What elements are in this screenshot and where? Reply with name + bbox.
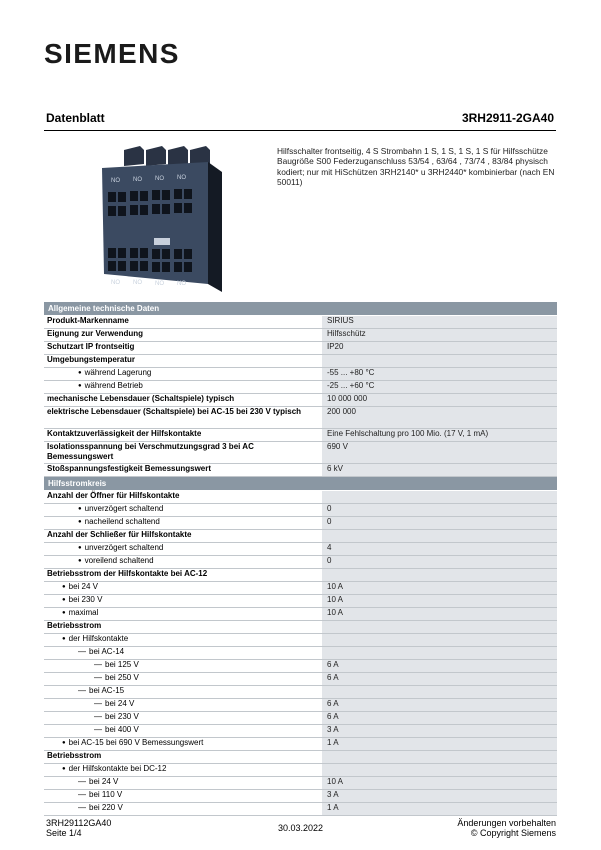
row-value: 0 (322, 504, 558, 517)
row-label-text: — bei 24 V (78, 777, 118, 786)
row-value: 3 A (322, 790, 558, 803)
row-label-text: mechanische Lebensdauer (Schaltspiele) typisch (47, 394, 235, 403)
row-label-text: Kontaktzuverlässigkeit der Hilfskontakte (47, 429, 202, 438)
product-image (96, 144, 228, 294)
row-label-text: Eignung zur Verwendung (47, 329, 143, 338)
row-label-text: Schutzart IP frontseitig (47, 342, 135, 351)
row-label-text: ● unverzögert schaltend (78, 543, 163, 552)
row-label-text: ● der Hilfskontakte (62, 634, 128, 643)
row-label (44, 647, 322, 660)
row-value (322, 355, 558, 368)
row-label-text: Anzahl der Schließer für Hilfskontakte (47, 530, 192, 539)
row-label (44, 582, 322, 595)
table-row (44, 777, 557, 790)
bottom-label-4: NO (177, 281, 186, 287)
table-row (44, 634, 557, 647)
table-row (44, 429, 557, 442)
row-label-text: Betriebsstrom der Hilfskontakte bei AC-12 (47, 569, 208, 578)
table-row (44, 517, 557, 530)
row-label-text: ● maximal (62, 608, 98, 617)
row-label-text: Isolationsspannung bei Verschmutzungsgrad 3 bei AC Bemessungswert (47, 442, 254, 461)
table-row (44, 725, 557, 738)
table-row (44, 738, 557, 751)
siemens-logo: SIEMENS (44, 38, 180, 69)
row-label (44, 803, 322, 816)
row-label (44, 329, 322, 342)
row-label (44, 608, 322, 621)
row-value: 10 A (322, 777, 558, 790)
top-label-3: NO (155, 176, 164, 182)
table-row (44, 368, 557, 381)
row-label (44, 504, 322, 517)
table-row (44, 381, 557, 394)
table-row (44, 569, 557, 582)
row-label-text: ● bei 230 V (62, 595, 102, 604)
row-label (44, 381, 322, 394)
row-value: 10 A (322, 595, 558, 608)
row-label-text: — bei 125 V (94, 660, 139, 669)
row-value (322, 634, 558, 647)
product-code: 3RH2911-2GA40 (461, 111, 554, 125)
row-value: 4 (322, 543, 558, 556)
row-label (44, 751, 322, 764)
top-label-2: NO (133, 177, 142, 183)
table-row (44, 673, 557, 686)
row-label-text: ● nacheilend schaltend (78, 517, 160, 526)
row-label (44, 517, 322, 530)
row-label-text: Umgebungstemperatur (47, 355, 136, 364)
footer-note: Änderungen vorbehalten (457, 818, 556, 828)
row-value: 10 A (322, 582, 558, 595)
table-row (44, 660, 557, 673)
row-label (44, 342, 322, 355)
row-label (44, 464, 322, 477)
row-label (44, 725, 322, 738)
row-label-text: ● bei AC-15 bei 690 V Bemessungswert (62, 738, 203, 747)
bottom-label-1: NO (111, 280, 120, 286)
row-label-text: Betriebsstrom (47, 751, 102, 760)
footer-doc-number: 3RH29112GA40 (46, 818, 112, 828)
row-value (322, 621, 558, 634)
row-label (44, 491, 322, 504)
row-value (322, 647, 558, 660)
row-value (322, 491, 558, 504)
row-value: 6 A (322, 660, 558, 673)
table-row (44, 342, 557, 355)
table-row (44, 442, 557, 464)
row-label (44, 407, 322, 429)
row-label-text: — bei 400 V (94, 725, 139, 734)
row-label (44, 368, 322, 381)
table-row (44, 647, 557, 660)
row-value (322, 764, 558, 777)
spec-table (44, 302, 557, 816)
row-label (44, 442, 322, 464)
row-label (44, 738, 322, 751)
table-row (44, 464, 557, 477)
bottom-label-3: NO (155, 281, 164, 287)
table-row (44, 394, 557, 407)
table-row (44, 803, 557, 816)
row-value: 10 A (322, 608, 558, 621)
row-label (44, 530, 322, 543)
top-label-4: NO (177, 175, 186, 181)
footer-copyright: © Copyright Siemens (470, 828, 556, 838)
row-label (44, 595, 322, 608)
table-row (44, 699, 557, 712)
footer-page: Seite 1/4 (46, 828, 82, 838)
row-label (44, 660, 322, 673)
row-label-text: ● voreilend schaltend (78, 556, 154, 565)
row-label-text: ● unverzögert schaltend (78, 504, 163, 513)
row-value: SIRIUS (322, 316, 558, 329)
bottom-label-2: NO (133, 280, 142, 286)
row-label (44, 355, 322, 368)
row-label (44, 543, 322, 556)
row-label-text: — bei 220 V (78, 803, 123, 812)
table-row (44, 407, 557, 429)
row-value: 6 A (322, 699, 558, 712)
row-value: 0 (322, 556, 558, 569)
table-row (44, 790, 557, 803)
row-value: -25 ... +60 °C (322, 381, 558, 394)
section-title: Allgemeine technische Daten (44, 302, 557, 316)
row-value: 6 A (322, 712, 558, 725)
row-value: 0 (322, 517, 558, 530)
row-label-text: Stoßspannungsfestigkeit Bemessungswert (47, 464, 212, 473)
row-label (44, 686, 322, 699)
row-label (44, 394, 322, 407)
row-value: Eine Fehlschaltung pro 100 Mio. (17 V, 1 mA) (322, 429, 558, 442)
row-label-text: — bei AC-15 (78, 686, 124, 695)
row-value: 1 A (322, 803, 558, 816)
row-value (322, 569, 558, 582)
section-title: Hilfsstromkreis (44, 477, 557, 491)
row-value: IP20 (322, 342, 558, 355)
row-value (322, 686, 558, 699)
table-row (44, 751, 557, 764)
table-row (44, 608, 557, 621)
row-label (44, 673, 322, 686)
header-divider (44, 130, 556, 131)
row-label (44, 634, 322, 647)
row-label-text: — bei 110 V (78, 790, 122, 799)
row-label (44, 699, 322, 712)
table-row (44, 621, 557, 634)
row-label (44, 764, 322, 777)
row-value: 1 A (322, 738, 558, 751)
row-label (44, 569, 322, 582)
section-header (44, 477, 557, 491)
doc-title: Datenblatt (46, 111, 105, 125)
row-label (44, 316, 322, 329)
row-value: 10 000 000 (322, 394, 558, 407)
table-row (44, 764, 557, 777)
row-label (44, 712, 322, 725)
row-label-text: — bei 24 V (94, 699, 134, 708)
table-row (44, 712, 557, 725)
row-value: Hilfsschütz (322, 329, 558, 342)
table-row (44, 316, 557, 329)
row-label-text: — bei 250 V (94, 673, 139, 682)
table-row (44, 543, 557, 556)
table-row (44, 582, 557, 595)
table-row (44, 329, 557, 342)
table-row (44, 355, 557, 368)
row-label-text: ● während Lagerung (78, 368, 151, 377)
table-row (44, 491, 557, 504)
row-value: 3 A (322, 725, 558, 738)
top-label-1: NO (111, 178, 120, 184)
row-value (322, 751, 558, 764)
table-row (44, 530, 557, 543)
row-label (44, 621, 322, 634)
row-label-text: Anzahl der Öffner für Hilfskontakte (47, 491, 180, 500)
row-label (44, 556, 322, 569)
table-row (44, 556, 557, 569)
table-row (44, 504, 557, 517)
row-label-text: elektrische Lebensdauer (Schaltspiele) bei AC-15 bei 230 V typisch (47, 407, 302, 416)
row-value (322, 530, 558, 543)
row-label-text: — bei AC-14 (78, 647, 124, 656)
row-label (44, 790, 322, 803)
row-label-text: ● während Betrieb (78, 381, 143, 390)
row-label (44, 777, 322, 790)
row-label-text: Betriebsstrom (47, 621, 102, 630)
row-value: 690 V (322, 442, 558, 464)
row-label-text: Produkt-Markenname (47, 316, 129, 325)
table-row (44, 686, 557, 699)
row-value: 200 000 (322, 407, 558, 429)
row-label-text: ● bei 24 V (62, 582, 98, 591)
row-value: 6 A (322, 673, 558, 686)
row-label-text: — bei 230 V (94, 712, 139, 721)
row-value: 6 kV (322, 464, 558, 477)
row-value: -55 ... +80 °C (322, 368, 558, 381)
table-row (44, 595, 557, 608)
section-header (44, 302, 557, 316)
row-label-text: ● der Hilfskontakte bei DC-12 (62, 764, 166, 773)
footer-date: 30.03.2022 (278, 823, 324, 833)
product-description: Hilfsschalter frontseitig, 4 S Strombahn 1 S, 1 S, 1 S, 1 S für Hilfsschütze Baugröße S00 Federzuganschluss 53/54 , 63/64 , 73/74 , 83/84 physisch kodiert; nur mit HiSchützen 3RH2140* u 3RH2440* kombinierbar (nach EN 50011) (277, 146, 555, 187)
row-label (44, 429, 322, 442)
